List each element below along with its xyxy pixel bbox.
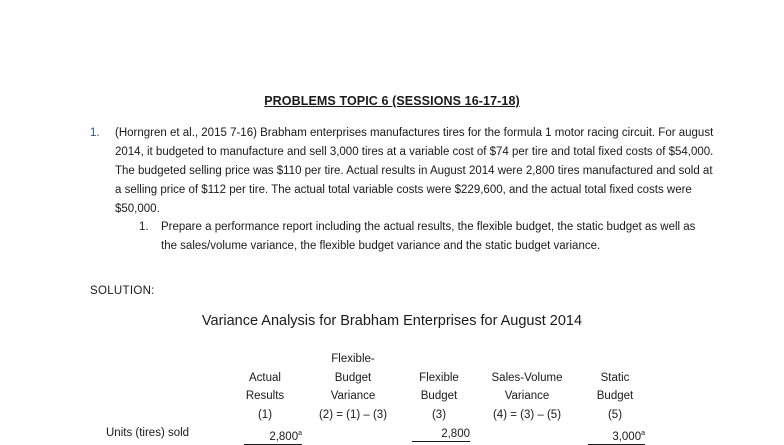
sub-question-number: 1. bbox=[139, 221, 149, 233]
column-header-static-budget: Static Budget (5) bbox=[596, 371, 634, 421]
sub-question-text: Prepare a performance report including the actual results, the flexible budget, the static budget as well as the sales/volume variance, the flexible budget variance and the static budget variance. bbox=[161, 221, 696, 252]
table-title: Variance Analysis for Brabham Enterprises for August 2014 bbox=[201, 313, 583, 329]
problem-number: 1. bbox=[90, 127, 100, 139]
cell-actual-units: 2,800$^a$ bbox=[244, 427, 302, 445]
problem-item bbox=[90, 124, 720, 219]
cell-flexible-units: 2,800 bbox=[412, 427, 470, 442]
problem-text: (Horngren et al., 2015 7-16) Brabham enterprises manufactures tires for the formula 1 motor racing circuit. For august 2014, it budgeted to manufacture and sell 3,000 tires at a variable cost of $74 per tire and total fixed costs of $54,000. The budgeted selling price was $110 per tire. Actual results in August 2014 were 2,800 tires manufactured and sold at a selling price of $112 per tire. The actual total variable costs were $229,600, and the actual total fixed costs were $50,000. bbox=[115, 127, 714, 215]
column-header-sales-volume-variance: Sales-Volume Variance (4) = (3) – (5) bbox=[491, 371, 563, 421]
column-header-flexible-budget-variance: Flexible- Budget Variance (2) = (1) – (3) bbox=[318, 353, 388, 421]
row-label-units-sold: Units (tires) sold bbox=[106, 427, 190, 439]
page-title: PROBLEMS TOPIC 6 (SESSIONS 16-17-18) bbox=[264, 94, 520, 108]
cell-static-units: 3,000$^a$ bbox=[588, 427, 645, 445]
sub-question bbox=[139, 218, 699, 256]
column-header-actual-results: Actual Results (1) bbox=[245, 371, 285, 421]
column-header-flexible-budget: Flexible Budget (3) bbox=[419, 371, 459, 421]
solution-label: SOLUTION: bbox=[90, 285, 155, 297]
